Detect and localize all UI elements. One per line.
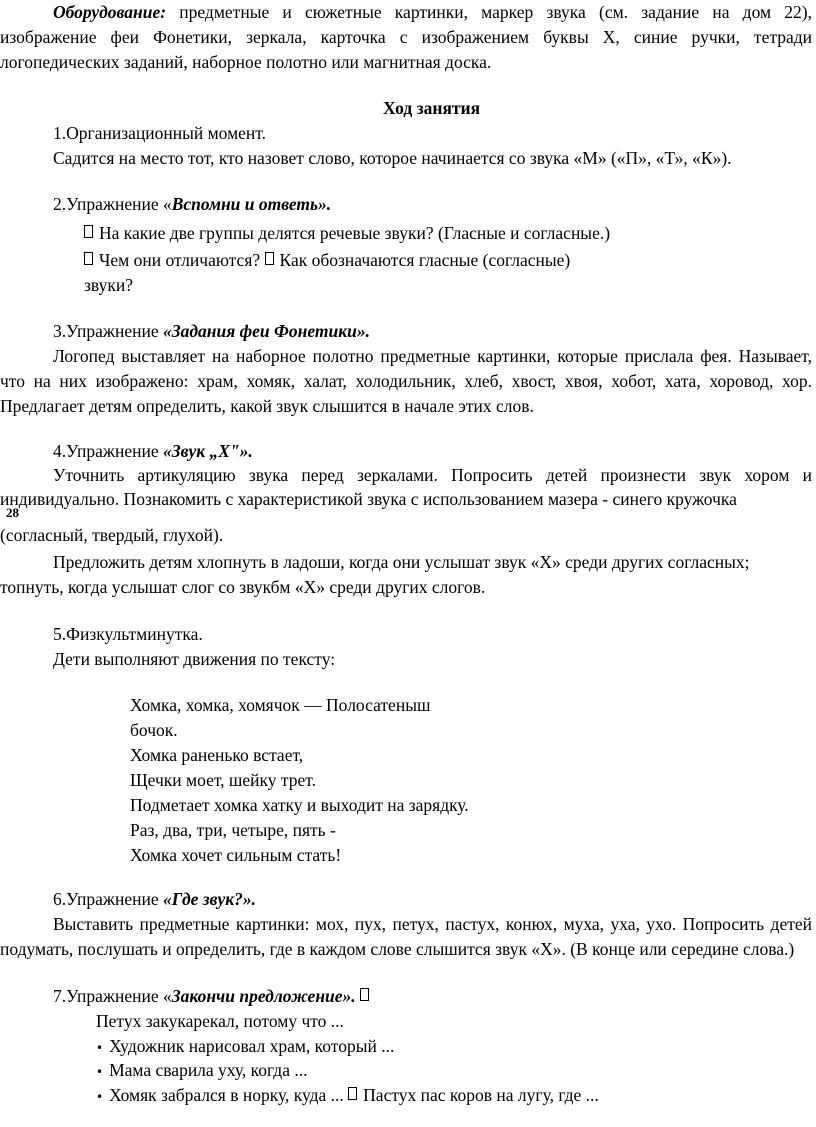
step4-line-5: топнуть, когда услышат слог со звукбм «Х» среди других слогов. — [0, 577, 486, 597]
step7-title: 7.Упражнение «Закончи предложение». — [53, 983, 375, 1009]
poem-line: Раз, два, три, четыре, пять - — [130, 820, 336, 840]
step6-title: 6.Упражнение «Где звук?». — [53, 889, 256, 909]
page-number: 28 — [6, 505, 19, 520]
step4-line-3: (согласный, твердый, глухой). — [0, 525, 224, 545]
step4-line-2: индивидуально. Познакомить с характеристикой звука с использованием мазера - синего кружочка — [0, 489, 737, 509]
equipment-label: Оборудование: — [53, 2, 167, 22]
equipment-line-1: Оборудование: предметные и сюжетные картинки, маркер звука (см. задание на дом 22), — [53, 2, 812, 22]
step3-line-2: что на них изображено: храм, хомяк, халат, холодильник, хлеб, хвост, хвоя, хобот, хата, хоровод, хор. — [0, 371, 812, 391]
bullet-icon: • — [96, 1090, 104, 1104]
poem-line: Хомка раненько встает, — [130, 745, 304, 765]
step6-line-1: Выставить предметные картинки: мох, пух, петух, пастух, конюх, муха, уха, ухо. Попросить детей — [53, 914, 812, 934]
missing-glyph-icon — [84, 225, 93, 238]
section-heading: Ход занятия — [383, 98, 481, 118]
step7-item: Петух закукарекал, потому что ... — [96, 1011, 344, 1031]
missing-glyph-icon — [265, 252, 274, 265]
step3-line-3: Предлагает детям определить, какой звук слышится в начале этих слов. — [0, 396, 534, 416]
step3-line-1: Логопед выставляет на наборное полотно предметные картинки, которые прислала фея. Называет, — [53, 346, 812, 366]
step2-question-1: На какие две группы делятся речевые звуки? (Гласные и согласные.) — [84, 220, 610, 246]
step4-title: 4.Упражнение «Звук „Х"». — [53, 441, 253, 461]
poem-line: бочок. — [130, 720, 178, 740]
bullet-icon: • — [96, 1065, 104, 1079]
step6-line-2: подумать, послушать и определить, где в каждом слове слышится звук «Х». (В конце или середине слова.) — [0, 939, 795, 959]
step3-title: 3.Упражнение «Задания феи Фонетики». — [53, 321, 370, 341]
missing-glyph-icon — [348, 1087, 357, 1100]
step7-item: • Мама сварила уху, когда ... — [96, 1060, 308, 1080]
bullet-icon: • — [96, 1041, 104, 1055]
step5-text: Дети выполняют движения по тексту: — [53, 649, 336, 669]
poem-line: Хомка хочет сильным стать! — [130, 845, 342, 865]
step5-title: 5.Физкультминутка. — [53, 624, 203, 644]
step2-title: 2.Упражнение «Вспомни и ответь». — [53, 194, 332, 214]
missing-glyph-icon — [84, 252, 93, 265]
step7-item: • Хомяк забрался в норку, куда ... Пастух пас коров на лугу, где ... — [96, 1085, 599, 1105]
equipment-line-3: логопедических заданий, наборное полотно или магнитная доска. — [0, 52, 492, 72]
step2-question-2: Чем они отличаются? Как обозначаются гласные (согласные) — [84, 247, 570, 273]
step4-line-1: Уточнить артикуляцию звука перед зеркалами. Попросить детей произнести звук хором и — [53, 465, 812, 485]
equipment-line-2: изображение феи Фонетики, зеркала, карточка с изображением буквы Х, синие ручки, тетради — [0, 27, 812, 47]
poem-line: Подметает хомка хатку и выходит на зарядку. — [130, 795, 469, 815]
step1-text: Садится на место тот, кто назовет слово, которое начинается со звука «М» («П», «Т», «К»). — [53, 148, 732, 168]
poem-line: Хомка, хомка, хомячок — Полосатеныш — [130, 695, 431, 715]
poem-line: Щечки моет, шейку трет. — [130, 770, 316, 790]
step7-item: • Художник нарисовал храм, который ... — [96, 1036, 395, 1056]
step2-question-2-end: звуки? — [84, 275, 133, 295]
missing-glyph-icon — [360, 988, 369, 1001]
step4-line-4: Предложить детям хлопнуть в ладоши, когда они услышат звук «Х» среди других согласных; — [53, 552, 750, 572]
step1-title: 1.Организационный момент. — [53, 123, 266, 143]
